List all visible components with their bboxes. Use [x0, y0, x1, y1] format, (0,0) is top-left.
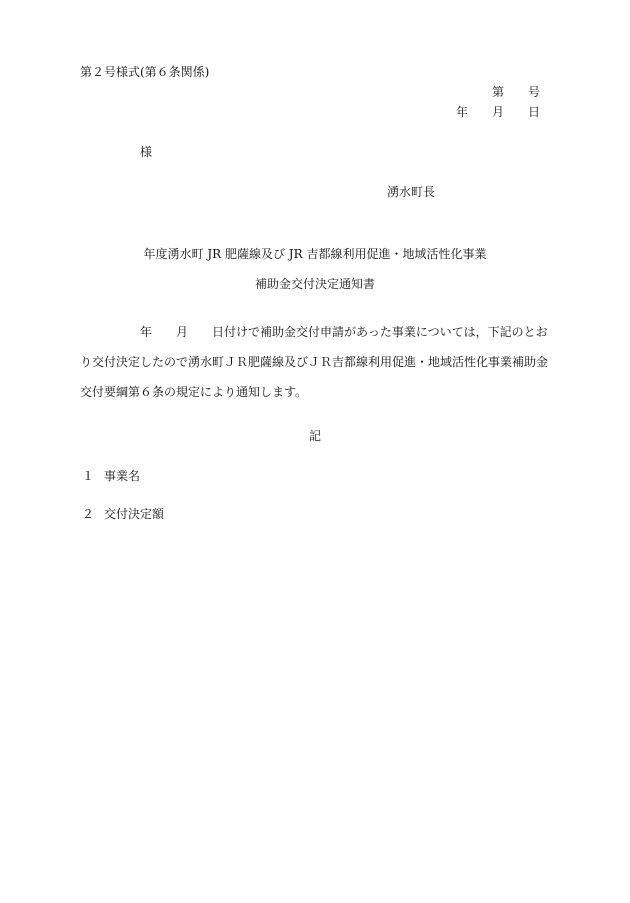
- body-line-1: 年 月 日付けで補助金交付申請があった事業については，下記のとお: [140, 325, 548, 339]
- form-label: 第２号様式(第６条関係): [80, 65, 210, 79]
- document-title-line2: 補助金交付決定通知書: [254, 277, 375, 291]
- item-1-number: １: [82, 469, 95, 483]
- item-2-label: 交付決定額: [104, 507, 165, 521]
- item-1-label: 事業名: [104, 469, 141, 483]
- body-line-3: 交付要綱第６条の規定により通知します。: [80, 385, 308, 399]
- addressee: 様: [140, 145, 153, 159]
- document-title-line1: 年度湧水町 JR 肥薩線及び JR 吉都線利用促進・地域活性化事業: [143, 247, 487, 261]
- sender: 湧水町長: [387, 185, 436, 199]
- item-2-number: ２: [82, 507, 95, 521]
- ki-heading: 記: [308, 429, 321, 443]
- document-number: 第 号: [491, 85, 540, 99]
- body-line-2: り交付決定したので湧水町ＪＲ肥薩線及びＪＲ吉都線利用促進・地域活性化事業補助金: [80, 355, 549, 369]
- issue-date: 年 月 日: [455, 105, 540, 119]
